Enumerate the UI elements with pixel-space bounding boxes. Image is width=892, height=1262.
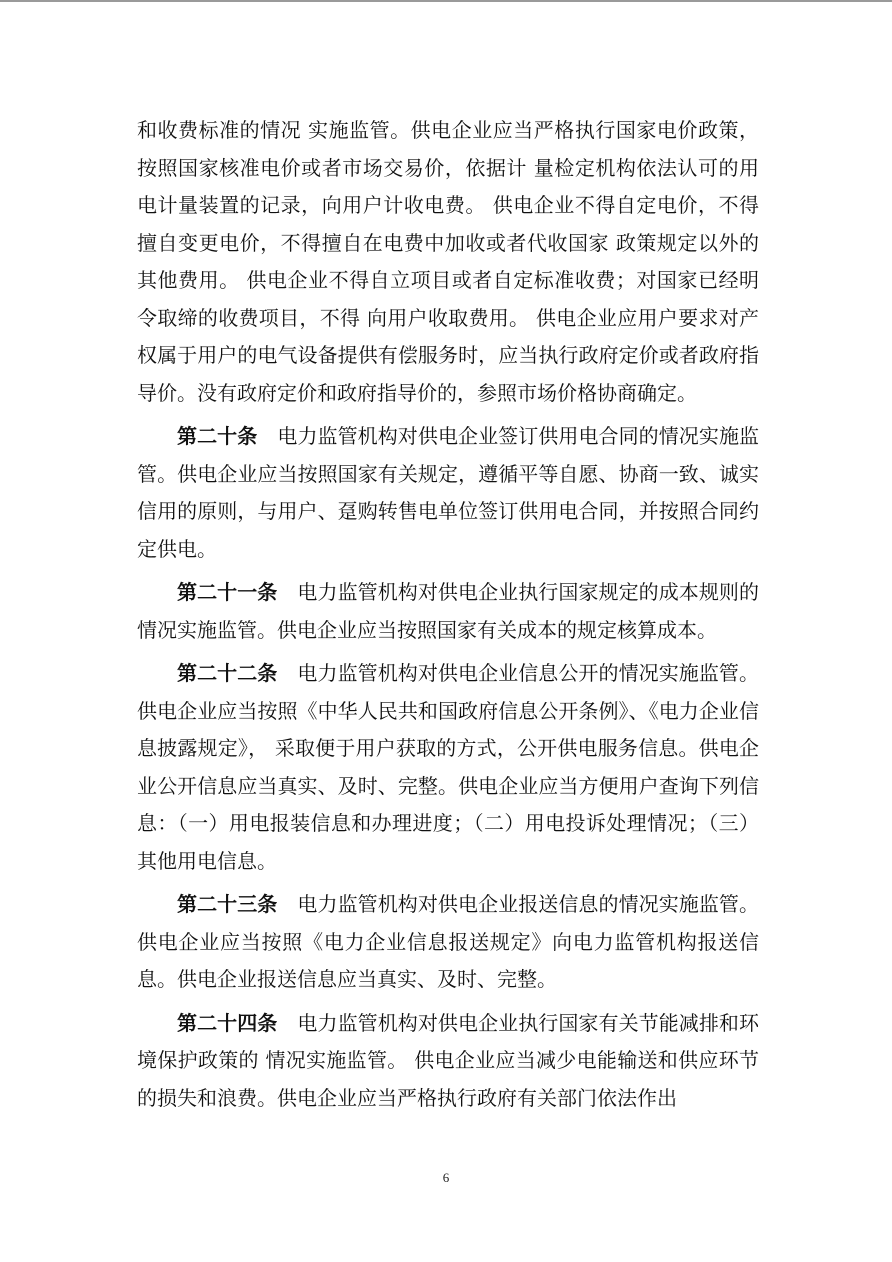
page-number: 6 [442, 1170, 450, 1185]
article-label: 第二十条 [177, 424, 258, 448]
article-label: 第二十四条 [177, 1010, 278, 1035]
article-22 [137, 655, 759, 880]
article-23 [137, 886, 759, 999]
article-24 [137, 1005, 759, 1118]
article-text: 电力监管机构对供电企业签订供用电合同的情况实施监管。供电企业应当按照国家有关规定，遵循平等自愿、协商一致、诚实信用的原则，与用户、趸购转售电单位签订供用电合同，并按照合同约定供电。 [137, 424, 760, 561]
article-text: 电力监管机构对供电企业信息公开的情况实施监管。 供电企业应当按照《中华人民共和国政府信息公开条例》、《电力企业信息披露规定》， 采取便于用户获取的方式，公开供电服务信息。供电企业公开信息应当真实、及时、完整。供电企业应当方便用户查询下列信息：（一）用电报装信息和办理进度；（二）用电投诉处理情况；（三）其他用电信息。 [137, 661, 760, 873]
article-text: 电力监管机构对供电企业报送信息的情况实施监管。 供电企业应当按照《电力企业信息报送规定》向电力监管机构报送信息。供电企业报送信息应当真实、及时、完整。 [137, 892, 760, 991]
article-label: 第二十一条 [177, 580, 278, 604]
article-text: 电力监管机构对供电企业执行国家有关节能减排和环境保护政策的 情况实施监管。 供电企业应当减少电能输送和供应环节的损失和浪费。供电企业应当严格执行政府有关部门依法作出 [137, 1010, 760, 1110]
article-label: 第二十三条 [177, 892, 278, 916]
article-20 [137, 418, 759, 568]
article-label: 第二十二条 [177, 661, 278, 685]
continuation-paragraph: 和收费标准的情况 实施监管。供电企业应当严格执行国家电价政策，按照国家核准电价或者市场交易价，依据计 量检定机构依法认可的用电计量装置的记录，向用户计收电费。 供电企业不得自定电价，不得擅自变更电价，不得擅自在电费中加收或者代收国家 政策规定以外的其他费用。 供电企业不得自立项目或者自定标准收费；对国家已经明令取缔的收费项目，不得 向用户收取费用。 供电企业应用户要求对产权属于用户的电气设备提供有偿服务时，应当执行政府定价或者政府指导价。没有政府定价和政府指导价的，参照市场价格协商确定。 [137, 118, 759, 405]
top-border-line [0, 0, 892, 2]
document-body [137, 112, 759, 1123]
article-text: 电力监管机构对供电企业执行国家规定的成本规则的情况实施监管。供电企业应当按照国家有关成本的规定核算成本。 [137, 580, 760, 642]
article-21 [137, 574, 759, 649]
